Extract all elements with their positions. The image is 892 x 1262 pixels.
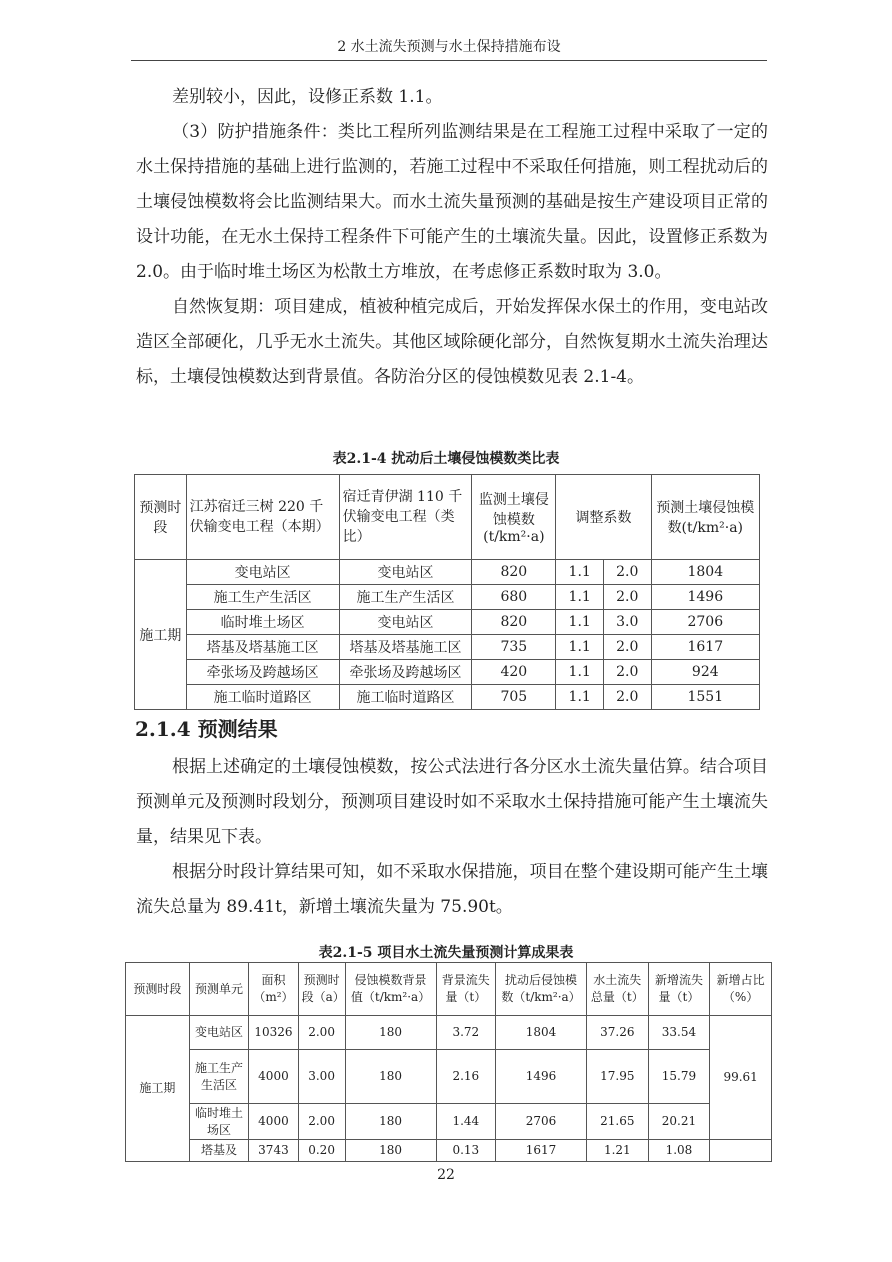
table-cell: 1.1: [556, 560, 604, 585]
header-cell: 预测土壤侵蚀模数(t/km²·a): [651, 475, 759, 560]
table-cell: 2706: [651, 610, 759, 635]
table-row: [135, 560, 760, 585]
table-cell: 820: [472, 560, 556, 585]
table-cell: 180: [345, 1104, 436, 1140]
header-cell: 水土流失总量（t）: [586, 963, 648, 1016]
table-cell: 牵张场及跨越场区: [186, 660, 339, 685]
table-cell: 施工临时道路区: [186, 685, 339, 710]
paragraph-text: 根据上述确定的土壤侵蚀模数，按公式法进行各分区水土流失量估算。结合项目预测单元及预测时段划分，预测项目建设时如不采取水土保持措施可能产生土壤流失量，结果见下表。: [136, 757, 768, 847]
header-cell: 新增占比（%）: [710, 963, 772, 1016]
table-cell: 2.0: [603, 585, 651, 610]
table-cell: 180: [345, 1140, 436, 1162]
table-row: [126, 1104, 772, 1140]
table-cell: 2.0: [603, 660, 651, 685]
header-cell: 预测单元: [189, 963, 249, 1016]
table-cell: 2.00: [298, 1016, 345, 1050]
table-cell: 17.95: [586, 1050, 648, 1104]
table-cell: 33.54: [648, 1016, 710, 1050]
erosion-modulus-table: [134, 474, 760, 710]
table-cell: 施工生产生活区: [339, 585, 472, 610]
table-row: [135, 585, 760, 610]
table-cell: 1.1: [556, 585, 604, 610]
table-cell: 924: [651, 660, 759, 685]
table-cell: 施工生产生活区: [189, 1050, 249, 1104]
table-cell: 1.1: [556, 685, 604, 710]
table-caption: 表2.1-4 扰动后土壤侵蚀模数类比表: [332, 451, 560, 467]
table-cell: 180: [345, 1050, 436, 1104]
header-cell: 扰动后侵蚀模数（t/km²·a）: [496, 963, 587, 1016]
table-cell: 施工生产生活区: [186, 585, 339, 610]
period-cell: 施工期: [135, 560, 187, 710]
section-heading: 2.1.4 预测结果: [135, 717, 278, 741]
table-cell: 4000: [249, 1050, 298, 1104]
header-cell: 背景流失量（t）: [436, 963, 496, 1016]
table-cell: 3.0: [603, 610, 651, 635]
table-cell: 0.13: [436, 1140, 496, 1162]
table-cell: 1.08: [648, 1140, 710, 1162]
header-cell: 侵蚀模数背景值（t/km²·a）: [345, 963, 436, 1016]
soil-loss-table: [125, 962, 772, 1162]
table-cell: 变电站区: [339, 560, 472, 585]
header-cell: 预测时段: [126, 963, 190, 1016]
table-cell: 变电站区: [189, 1016, 249, 1050]
table-row: [126, 1016, 772, 1050]
table-cell: 1804: [496, 1016, 587, 1050]
paragraph-text: （3）防护措施条件：类比工程所列监测结果是在工程施工过程中采取了一定的水土保持措施的基础上进行监测的，若施工过程中不采取任何措施，则工程扰动后的土壤侵蚀模数将会比监测结果大。而水土流失量预测的基础是按生产建设项目正常的设计功能，在无水土保持工程条件下可能产生的土壤流失量。因此，设置修正系数为 2.0。由于临时堆土场区为松散土方堆放，在考虑修正系数时取为 3.0。: [136, 122, 768, 282]
table-cell: 2.0: [603, 635, 651, 660]
table-cell: 1.1: [556, 660, 604, 685]
table-cell: 4000: [249, 1104, 298, 1140]
table-caption: 表2.1-5 项目水土流失量预测计算成果表: [318, 945, 574, 961]
table-row: [135, 610, 760, 635]
table-cell: 2706: [496, 1104, 587, 1140]
header-cell: 新增流失量（t）: [648, 963, 710, 1016]
table-row: [135, 660, 760, 685]
paragraph-text: 自然恢复期：项目建成，植被种植完成后，开始发挥保水保土的作用，变电站改造区全部硬化，几乎无水土流失。其他区域除硬化部分，自然恢复期水土流失治理达标，土壤侵蚀模数达到背景值。各防治分区的侵蚀模数见表 2.1-4。: [136, 297, 768, 387]
table-cell: 塔基及塔基施工区: [339, 635, 472, 660]
table-cell: 1.1: [556, 635, 604, 660]
table-cell: 2.00: [298, 1104, 345, 1140]
table-cell: 1.1: [556, 610, 604, 635]
table-cell: 1617: [651, 635, 759, 660]
table-cell: 0.20: [298, 1140, 345, 1162]
table-cell: 21.65: [586, 1104, 648, 1140]
header-cell: 监测土壤侵蚀模数(t/km²·a): [472, 475, 556, 560]
table-cell: 10326: [249, 1016, 298, 1050]
table-header-row: [126, 963, 772, 1016]
header-cell: 江苏宿迁三树 220 千伏输变电工程（本期）: [186, 475, 339, 560]
paragraph-text: 差别较小，因此，设修正系数 1.1。: [172, 87, 443, 107]
table-cell: 735: [472, 635, 556, 660]
table-row: [126, 1050, 772, 1104]
page-number: 22: [437, 1167, 455, 1183]
table-cell: 施工临时道路区: [339, 685, 472, 710]
table-cell: [710, 1140, 772, 1162]
table-cell: 1496: [496, 1050, 587, 1104]
table-cell: 1.21: [586, 1140, 648, 1162]
table-cell: 2.0: [603, 560, 651, 585]
header-cell: 预测时段（a）: [298, 963, 345, 1016]
table-cell: 37.26: [586, 1016, 648, 1050]
table-cell: 变电站区: [339, 610, 472, 635]
table-row: [135, 685, 760, 710]
paragraph-1: [136, 80, 768, 395]
header-cell: 面积（m²）: [249, 963, 298, 1016]
table-cell: 680: [472, 585, 556, 610]
table-cell: 20.21: [648, 1104, 710, 1140]
table-cell: 2.0: [603, 685, 651, 710]
table-cell: 1496: [651, 585, 759, 610]
header-cell: 调整系数: [556, 475, 651, 560]
header-cell: 预测时段: [135, 475, 187, 560]
table-cell: 塔基及塔基施工区: [186, 635, 339, 660]
table-cell: 塔基及: [189, 1140, 249, 1162]
table-cell: 1804: [651, 560, 759, 585]
table-cell: 1551: [651, 685, 759, 710]
table-cell: 705: [472, 685, 556, 710]
paragraph-text: 根据分时段计算结果可知，如不采取水保措施，项目在整个建设期可能产生土壤流失总量为 89.41t，新增土壤流失量为 75.90t。: [136, 862, 768, 917]
table-cell: 180: [345, 1016, 436, 1050]
table-cell: 1617: [496, 1140, 587, 1162]
table-cell: 2.16: [436, 1050, 496, 1104]
table-cell: 1.44: [436, 1104, 496, 1140]
table-cell: 3743: [249, 1140, 298, 1162]
share-cell: 99.61: [710, 1016, 772, 1140]
running-header: 2 水土流失预测与水土保持措施布设: [131, 36, 767, 61]
table-cell: 变电站区: [186, 560, 339, 585]
paragraph-2: [136, 750, 768, 925]
table-cell: 临时堆土场区: [189, 1104, 249, 1140]
table-cell: 15.79: [648, 1050, 710, 1104]
period-cell: 施工期: [126, 1016, 190, 1162]
table-cell: 临时堆土场区: [186, 610, 339, 635]
table-cell: 3.00: [298, 1050, 345, 1104]
header-cell: 宿迁青伊湖 110 千伏输变电工程（类比）: [339, 475, 472, 560]
table-cell: 420: [472, 660, 556, 685]
table-cell: 820: [472, 610, 556, 635]
table-row: [135, 635, 760, 660]
table-cell: 3.72: [436, 1016, 496, 1050]
table-row: [126, 1140, 772, 1162]
table-cell: 牵张场及跨越场区: [339, 660, 472, 685]
table-header-row: [135, 475, 760, 560]
